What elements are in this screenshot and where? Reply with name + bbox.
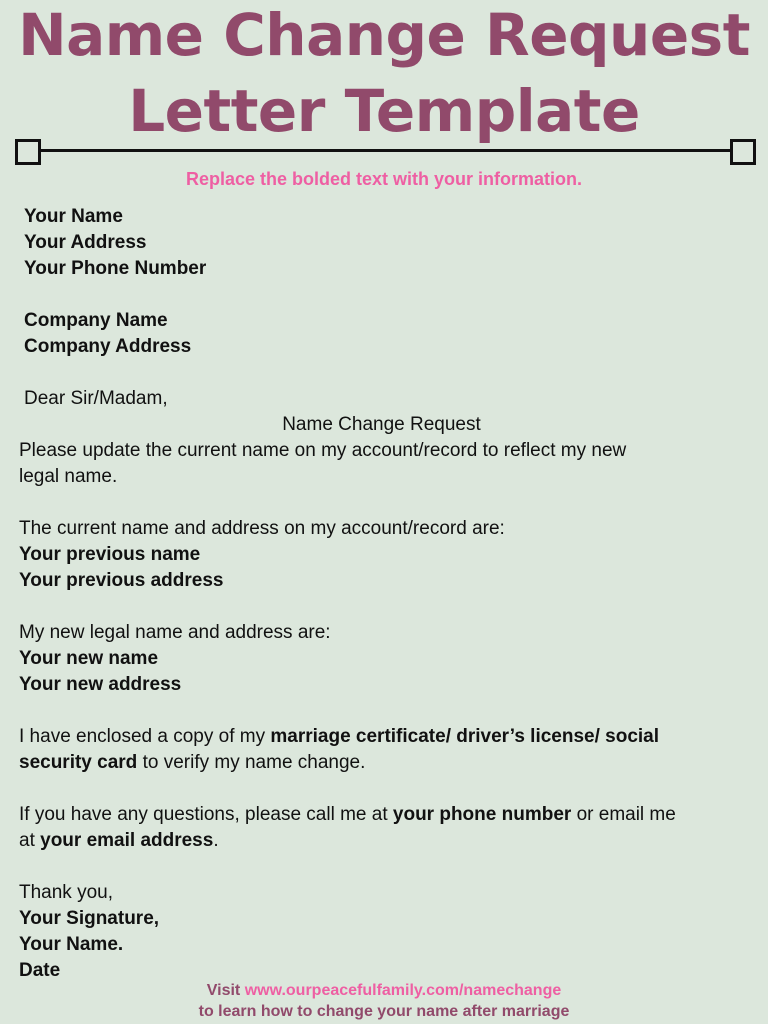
p4-text-pre: I have enclosed a copy of my — [19, 726, 271, 747]
footer-visit-text: Visit — [206, 982, 245, 999]
p5-text-mid: or email me — [571, 804, 676, 825]
sender-name: Your Name — [24, 206, 123, 227]
closing-signature: Your Signature, — [19, 908, 160, 929]
instruction-text: Replace the bolded text with your information. — [185, 169, 583, 189]
closing-thanks: Thank you, — [19, 882, 113, 903]
divider-left-square — [15, 139, 41, 165]
company-name: Company Name — [24, 310, 168, 331]
divider-right-square — [730, 139, 756, 165]
paragraph-5-line-1 — [19, 802, 744, 828]
company-address: Company Address — [24, 336, 192, 357]
paragraph-1-line-2: legal name. — [19, 466, 118, 487]
previous-address: Your previous address — [19, 570, 224, 591]
p4-text-post: to verify my name change. — [137, 752, 366, 773]
closing-date: Date — [19, 960, 61, 981]
document-list-end: security card — [19, 752, 138, 773]
salutation: Dear Sir/Madam, — [24, 388, 168, 409]
footer-tagline: to learn how to change your name after marriage — [198, 1003, 570, 1020]
previous-name: Your previous name — [19, 544, 201, 565]
paragraph-1-line-1: Please update the current name on my account/record to reflect my new — [19, 440, 627, 461]
document-list: marriage certificate/ driver’s license/ social — [270, 726, 660, 747]
paragraph-4-line-1 — [19, 724, 744, 750]
paragraph-2-intro: The current name and address on my account/record are: — [19, 518, 505, 539]
paragraph-4-line-2 — [19, 750, 744, 776]
new-name: Your new name — [19, 648, 159, 669]
closing-name: Your Name. — [19, 934, 124, 955]
divider-line — [39, 149, 732, 152]
page-title-line-2: Letter Template — [128, 77, 640, 145]
paragraph-5-line-2 — [19, 828, 744, 854]
subject-line: Name Change Request — [282, 414, 481, 435]
p5-text-end: . — [213, 830, 219, 851]
title-divider — [15, 139, 756, 163]
p5-text-at: at — [19, 830, 41, 851]
new-address: Your new address — [19, 674, 182, 695]
paragraph-3-intro: My new legal name and address are: — [19, 622, 331, 643]
footer-url-link[interactable]: www.ourpeacefulfamily.com/namechange — [244, 982, 562, 999]
sender-phone: Your Phone Number — [24, 258, 207, 279]
phone-placeholder: your phone number — [392, 804, 572, 825]
email-placeholder: your email address — [40, 830, 214, 851]
sender-address: Your Address — [24, 232, 147, 253]
page-title-line-1: Name Change Request — [18, 1, 750, 69]
letter-body — [19, 204, 744, 984]
footer-visit-line — [0, 980, 768, 1001]
p5-text-pre: If you have any questions, please call me at — [19, 804, 393, 825]
